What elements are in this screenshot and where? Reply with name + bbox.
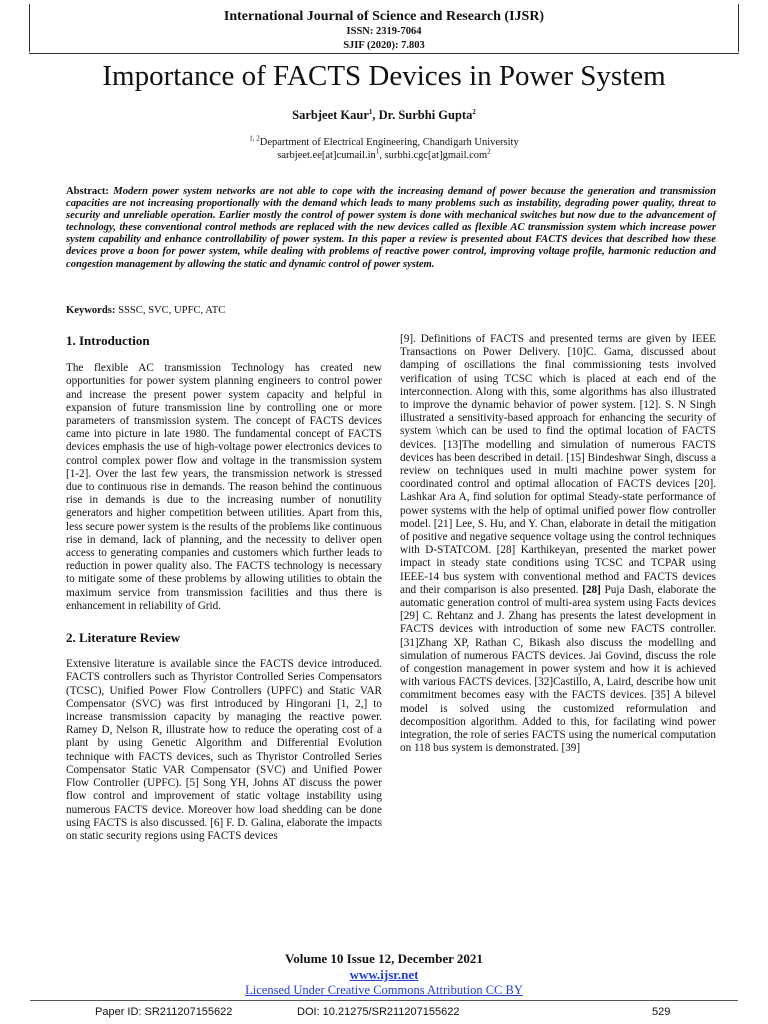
keywords-text: SSSC, SVC, UPFC, ATC [115,305,226,316]
abstract-label: Abstract: [66,186,109,197]
email-1-sup: 1 [375,147,380,156]
affiliation-sup: 1, 2 [249,134,260,143]
affiliation-department: Department of Electrical Engineering, Chandigarh University [259,137,519,148]
affiliation-department-line [0,136,768,149]
header-frame-bottom [29,53,739,54]
footer-journal-link[interactable]: www.ijsr.net [349,967,419,982]
footer-paper-id: Paper ID: SR211207155622 [95,1006,233,1018]
abstract-text: Modern power system networks are not able to cope with the increasing demand of power because the generation and transmission capacities are not increasing proportionally with the demand which leads to many problems such as instability, degrading power quality, threat to security and unreliable operation. Earlier mostly the control of power system is done with mechanical switches but now due to the advancement of technology, these conventional control methods are replaced with the new devices called as flexible AC transmission system which increase power system capability and enhance controllability of power system. In this paper a review is presented about FACTS devices that described how these devices prove a boon for power system, while dealing with problems of reactive power control, improving voltage profile, harmonic reduction and congestion management by allowing the static and dynamic control of power system. [66,186,716,270]
footer-divider [30,1000,738,1001]
email-separator: , [379,150,385,161]
journal-sjif: SJIF (2020): 7.803 [343,40,425,51]
footer-license-link[interactable]: Licensed Under Creative Commons Attribution CC BY [245,983,523,997]
author-1-sup: 1 [368,107,373,116]
left-column [66,334,382,843]
email-2-sup: 2 [487,147,491,156]
footer-volume: Volume 10 Issue 12, December 2021 [285,951,483,966]
keywords-label: Keywords: [66,305,116,316]
author-2: Dr. Surbhi Gupta [378,108,473,122]
author-1: Sarbjeet Kaur [292,108,369,122]
email-2[interactable]: surbhi.cgc[at]gmail.com [384,150,488,161]
email-1[interactable]: sarbjeet.ee[at]cumail.in [277,150,376,161]
keywords [66,305,716,316]
footer-doi: DOI: 10.21275/SR211207155622 [297,1006,460,1018]
author-separator: , [372,108,379,122]
right-column-text [400,333,716,756]
paper-title: Importance of FACTS Devices in Power System [102,60,666,92]
journal-name: International Journal of Science and Research (IJSR) [223,9,545,24]
literature-review-text: Extensive literature is available since the FACTS device introduced. FACTS controllers such as Thyristor Controlled Series Compensators (TCSC), Unified Power Flow Controllers (UPFC) and Static VAR Compensator (SVC) was first introduced by Hingorani [1, 2,] to increase transmission capacity by managing the reactive power. Ramey D, Nelson R, illustrate how to reduce the operating cost of a plant by using Genetic Algorithm and Differential Evolution technique with FACTS devices, such as Thyristor Controlled Series Compensator Static VAR Compensator (SVC) and Unified Power Flow Controller (UPFC). [5] Song YH, Johns AT discuss the power flow control and improvement of static voltage instability using numerous FACTS device. Moreover how load shedding can be done using FACTS is also discussed. [6] F. D. Galina, elaborate the impacts on static security regions using FACTS devices [66,658,382,842]
journal-issn: ISSN: 2319-7064 [346,26,422,37]
right-bold-reference: [28] [578,583,601,596]
affiliation-emails [0,149,768,162]
footer-page-number: 529 [652,1006,671,1018]
author-2-sup: 2 [472,107,476,116]
right-column [400,333,716,756]
affiliation [0,136,768,162]
author-list [0,108,768,123]
right-text-part-a: [9]. Definitions of FACTS and presented terms are given by IEEE Transactions on Power Delivery. [10]C. Gama, discussed about damping of oscillations the final commissioning tests involved verification of using TCSC which is placed at each end of the interconnection. Along with this, some algorithms has also illustrated to improve the dynamic behavior of power system. [12]. S. N Singh illustrated a sensitivity-based approach for enhancing the security of system \which can be used to find the optimal location of FACTS devices. [13]The modelling and simulation of numerous FACTS devices has been described in detail. [15] Bindeshwar Singh, discuss a review on techniques used in multi machine power system for coordinated control and optimal allocation of FACTS devices [20]. Lashkar Ara A, find solution for optimal Steady-state performance of power systems with the help of optimal unified power flow controller model. [21] Lee, S. Hu, and Y. Chan, elaborate in detail the mitigation of positive and negative sequence voltage using the control techniques with D-STATCOM. [28] Karthikeyan, presented the market power impact in steady state conditions using TCSC and TCPAR using IEEE-14 bus system with conventional method and FACTS devices and their comparison is also presented. [400,333,716,596]
introduction-text: The flexible AC transmission Technology has created new opportunities for power system planning engineers to control power and increase the present power system capacity and helpful in expansion of future transmission line by controlling one or more parameters of transmission system. The concept of FACTS devices came into picture in late 1980. The fundamental concept of FACTS devices emphasis the use of high-voltage power electronics devices to control complex power flow and voltage in the transmission system [1-2]. Over the last few years, the transmission network is stressed due to continuous rise in demands. The reason behind the continuous rise in demands is due to the increasing number of nonutility generators and higher competition between utilities. Apart from this, less secure power system is the results of the problems like continuous rise in demand, lack of planning, and the necessity to deliver open access to generating companies and customers which further leads to reduction in power quality also. The FACTS technology is necessary to mitigate some of these problems by allowing utilities to obtain the maximum service from transmission facilities and thus there is enhancement in reliability of Grid. [66,362,382,612]
section-heading-literature-review: 2. Literature Review [66,630,181,646]
abstract [66,186,716,271]
right-text-part-b: Puja Dash, elaborate the automatic generation control of multi-area system using Facts devices [29] C. Rehtanz and J. Zhang has presents the latest development in FACTS devices with introduction of some new FACTS controller. [31]Zhang XP, Rathan C, Bikash also discuss the modelling and simulation of numerous FACTS devices. Jai Govind, discuss the role of congestion management in power system and how it is achieved with various FACTS devices. [32]Castillo, A, Laird, describe how unit commitment becomes easy with the FACTS devices. [35] A bilevel model is solved using the customized reformulation and decomposition algorithm. Added to this, for facilating wind power integration, the role of series FACTS using the numerical computation on 118 bus system is demonstrated. [39] [400,583,717,755]
section-heading-introduction: 1. Introduction [66,333,150,348]
